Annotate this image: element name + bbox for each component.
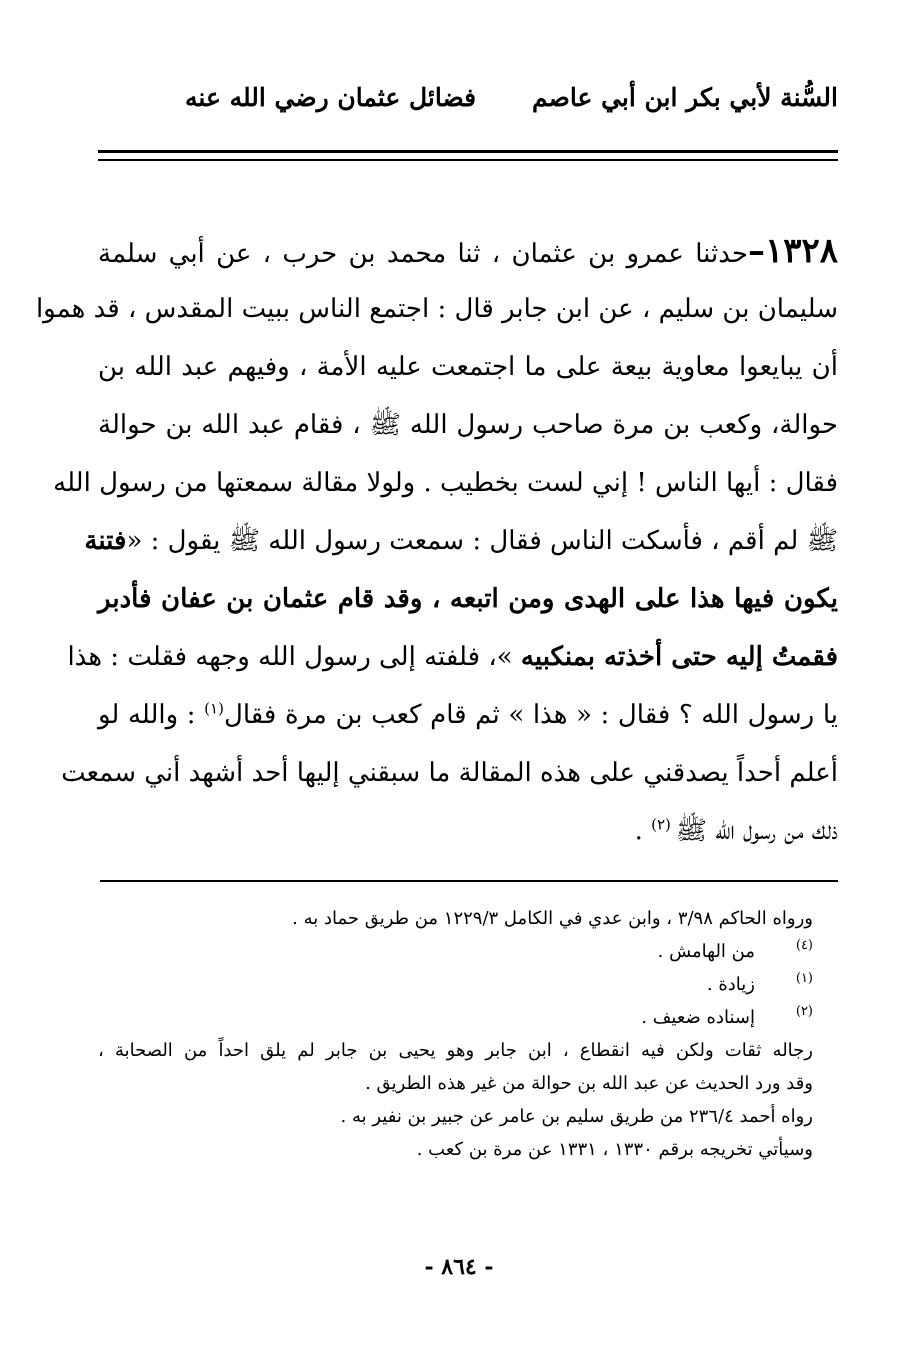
footnote-marker: (٢) (795, 1004, 813, 1019)
hadith-line (35, 280, 838, 338)
hadith-text-segment: سليمان بن سليم ، عن ابن جابر قال : اجتمع الناس ببيت المقدس ، قد هموا (35, 294, 838, 324)
footnote-text: ورواه الحاكم ٣/٩٨ ، وابن عدي في الكامل ١٢٢٩/٣ من طريق حماد به . (292, 908, 813, 929)
footnote-marker: (١) (795, 971, 813, 986)
footnote-text: إسناده ضعيف . (641, 1007, 755, 1028)
hadith-line (84, 512, 838, 570)
footnote-text: زيادة . (706, 974, 755, 995)
footnote-line (98, 1133, 813, 1166)
hadith-line (98, 338, 838, 396)
hadith-text-segment: أعلم أحداً يصدقني على هذه المقالة ما سبقني إليها أحد أشهد أني سمعت (61, 758, 838, 788)
footnote-line (98, 1001, 813, 1034)
footnote-text: رواه أحمد ٢٣٦/٤ من طريق سليم بن عامر عن جبير بن نفير به . (340, 1106, 813, 1127)
hadith-dash: – (747, 231, 765, 271)
footnotes (98, 902, 813, 1166)
header-rule-thick (98, 150, 838, 153)
running-header-book-title: السُّنة لأبي بكر ابن أبي عاصم (531, 83, 838, 112)
prophetic-saying-bold: فقمتُ إليه حتى أخذته بمنكبيه (520, 642, 838, 672)
footnote-separator (100, 880, 838, 882)
footnote-line (98, 1034, 813, 1067)
hadith-number: ١٣٢٨ (764, 231, 838, 271)
prophetic-saying-bold: فتنة (84, 526, 127, 556)
hadith-text-segment: . (634, 816, 652, 846)
footnote-line (98, 1100, 813, 1133)
footnote-line (98, 968, 813, 1001)
footnote-text: من الهامش . (657, 941, 755, 962)
hadith-line (98, 686, 838, 744)
hadith-text-segment: حوالة، وكعب بن مرة صاحب رسول الله ﷺ ، فقام عبد الله بن حوالة (98, 410, 838, 440)
footnote-text: رجاله ثقات ولكن فيه انقطاع ، ابن جابر وهو يحيى بن جابر لم يلق احداً من الصحابة ، (98, 1040, 813, 1061)
hadith-line (67, 628, 838, 686)
running-header-chapter-title: فضائل عثمان رضي الله عنه (185, 83, 477, 112)
footnote-text: وسيأتي تخريجه برقم ١٣٣٠ ، ١٣٣١ عن مرة بن كعب . (416, 1139, 813, 1160)
hadith-text-segment: : والله لو (98, 700, 205, 730)
hadith-text-segment: ذلك من رسول الله ﷺ (675, 816, 838, 846)
footnote-text: وقد ورد الحديث عن عبد الله بن حوالة من غير هذه الطريق . (365, 1073, 813, 1094)
header-rule-thin (98, 159, 838, 161)
hadith-text-segment: حدثنا عمرو بن عثمان ، ثنا محمد بن حرب ، عن أبي سلمة (98, 239, 748, 269)
footnote-marker: (٤) (795, 938, 813, 953)
hadith-line (53, 454, 838, 512)
hadith-line (98, 222, 838, 280)
hadith-text-segment: أن يبايعوا معاوية بيعة على ما اجتمعت عليه الأمة ، وفيهم عبد الله بن (98, 352, 838, 382)
footnote-reference: (٢) (651, 815, 676, 834)
hadith-line (98, 802, 838, 860)
page-number: - ٨٦٤ - (424, 1254, 494, 1280)
footnote-reference: (١) (204, 699, 224, 718)
footnote-line (98, 935, 813, 968)
footnote-line (98, 902, 813, 935)
hadith-text-segment: »، فلفته إلى رسول الله وجهه فقلت : هذا (67, 642, 521, 672)
hadith-text (35, 222, 838, 860)
prophetic-saying-bold: يكون فيها هذا على الهدى ومن اتبعه ، وقد قام عثمان بن عفان فأدبر (98, 584, 838, 614)
hadith-text-segment: ﷺ لم أقم ، فأسكت الناس فقال : سمعت رسول الله ﷺ يقول : « (126, 526, 838, 556)
hadith-text-segment: يا رسول الله ؟ فقال : « هذا » ثم قام كعب بن مرة فقال (223, 700, 838, 730)
hadith-line (98, 396, 838, 454)
footnote-line (98, 1067, 813, 1100)
hadith-line (98, 570, 838, 628)
hadith-line (61, 744, 838, 802)
hadith-text-segment: فقال : أيها الناس ! إني لست بخطيب . ولولا مقالة سمعتها من رسول الله (53, 468, 838, 498)
